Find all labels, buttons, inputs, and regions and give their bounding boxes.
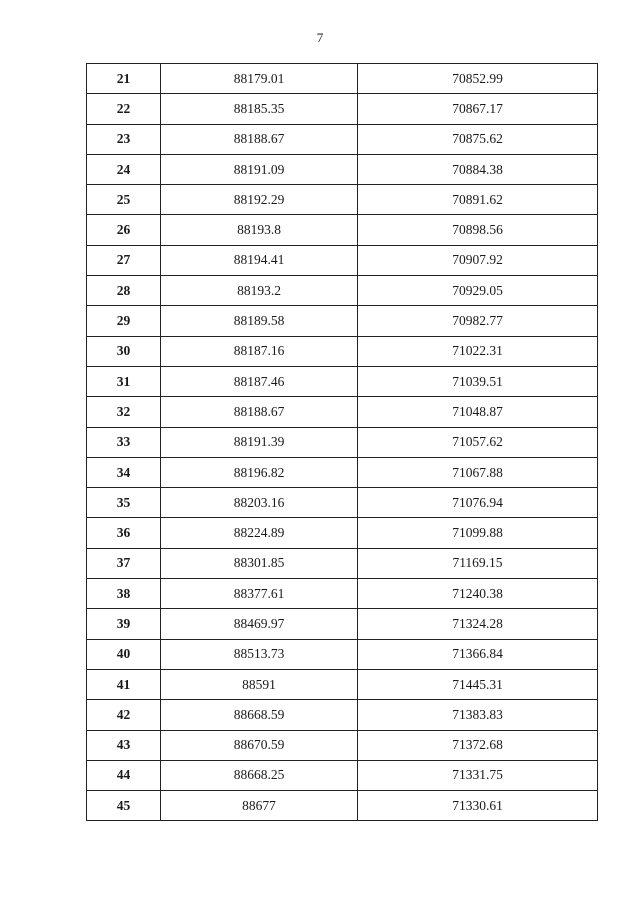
table-row bbox=[87, 306, 598, 336]
table-row bbox=[87, 336, 598, 366]
point-number-cell: 34 bbox=[87, 457, 161, 487]
point-number-cell: 28 bbox=[87, 276, 161, 306]
point-number-cell: 41 bbox=[87, 669, 161, 699]
point-number-cell: 35 bbox=[87, 488, 161, 518]
x-coordinate-cell: 88591 bbox=[161, 669, 358, 699]
y-coordinate-cell: 70929.05 bbox=[358, 276, 598, 306]
x-coordinate-cell: 88191.39 bbox=[161, 427, 358, 457]
x-coordinate-cell: 88188.67 bbox=[161, 397, 358, 427]
x-coordinate-cell: 88668.25 bbox=[161, 760, 358, 790]
y-coordinate-cell: 70982.77 bbox=[358, 306, 598, 336]
y-coordinate-cell: 71240.38 bbox=[358, 579, 598, 609]
table-row bbox=[87, 548, 598, 578]
point-number-cell: 22 bbox=[87, 94, 161, 124]
point-number-cell: 40 bbox=[87, 639, 161, 669]
point-number-cell: 21 bbox=[87, 64, 161, 94]
y-coordinate-cell: 70891.62 bbox=[358, 185, 598, 215]
point-number-cell: 36 bbox=[87, 518, 161, 548]
y-coordinate-cell: 71067.88 bbox=[358, 457, 598, 487]
table-row bbox=[87, 124, 598, 154]
x-coordinate-cell: 88187.46 bbox=[161, 366, 358, 396]
point-number-cell: 37 bbox=[87, 548, 161, 578]
x-coordinate-cell: 88377.61 bbox=[161, 579, 358, 609]
table-row bbox=[87, 245, 598, 275]
x-coordinate-cell: 88188.67 bbox=[161, 124, 358, 154]
point-number-cell: 25 bbox=[87, 185, 161, 215]
x-coordinate-cell: 88179.01 bbox=[161, 64, 358, 94]
y-coordinate-cell: 70867.17 bbox=[358, 94, 598, 124]
x-coordinate-cell: 88193.8 bbox=[161, 215, 358, 245]
point-number-cell: 30 bbox=[87, 336, 161, 366]
x-coordinate-cell: 88301.85 bbox=[161, 548, 358, 578]
y-coordinate-cell: 70898.56 bbox=[358, 215, 598, 245]
table-row bbox=[87, 579, 598, 609]
y-coordinate-cell: 71324.28 bbox=[358, 609, 598, 639]
x-coordinate-cell: 88670.59 bbox=[161, 730, 358, 760]
y-coordinate-cell: 70852.99 bbox=[358, 64, 598, 94]
x-coordinate-cell: 88193.2 bbox=[161, 276, 358, 306]
x-coordinate-cell: 88203.16 bbox=[161, 488, 358, 518]
point-number-cell: 29 bbox=[87, 306, 161, 336]
x-coordinate-cell: 88191.09 bbox=[161, 154, 358, 184]
table-row bbox=[87, 366, 598, 396]
table-row bbox=[87, 609, 598, 639]
coordinates-table-body bbox=[87, 64, 598, 821]
y-coordinate-cell: 70875.62 bbox=[358, 124, 598, 154]
point-number-cell: 26 bbox=[87, 215, 161, 245]
table-row bbox=[87, 457, 598, 487]
y-coordinate-cell: 71372.68 bbox=[358, 730, 598, 760]
table-row bbox=[87, 215, 598, 245]
y-coordinate-cell: 71039.51 bbox=[358, 366, 598, 396]
table-row bbox=[87, 700, 598, 730]
point-number-cell: 23 bbox=[87, 124, 161, 154]
page-number: 7 bbox=[316, 30, 324, 45]
x-coordinate-cell: 88189.58 bbox=[161, 306, 358, 336]
y-coordinate-cell: 71022.31 bbox=[358, 336, 598, 366]
point-number-cell: 31 bbox=[87, 366, 161, 396]
table-row bbox=[87, 730, 598, 760]
x-coordinate-cell: 88469.97 bbox=[161, 609, 358, 639]
x-coordinate-cell: 88196.82 bbox=[161, 457, 358, 487]
y-coordinate-cell: 71331.75 bbox=[358, 760, 598, 790]
y-coordinate-cell: 70907.92 bbox=[358, 245, 598, 275]
point-number-cell: 44 bbox=[87, 760, 161, 790]
y-coordinate-cell: 71169.15 bbox=[358, 548, 598, 578]
point-number-cell: 24 bbox=[87, 154, 161, 184]
x-coordinate-cell: 88668.59 bbox=[161, 700, 358, 730]
table-row bbox=[87, 639, 598, 669]
table-row bbox=[87, 427, 598, 457]
table-row bbox=[87, 760, 598, 790]
coordinates-table bbox=[86, 63, 598, 821]
point-number-cell: 27 bbox=[87, 245, 161, 275]
y-coordinate-cell: 71330.61 bbox=[358, 791, 598, 821]
table-row bbox=[87, 791, 598, 821]
point-number-cell: 39 bbox=[87, 609, 161, 639]
point-number-cell: 32 bbox=[87, 397, 161, 427]
x-coordinate-cell: 88194.41 bbox=[161, 245, 358, 275]
point-number-cell: 42 bbox=[87, 700, 161, 730]
table-row bbox=[87, 488, 598, 518]
table-row bbox=[87, 185, 598, 215]
table-row bbox=[87, 276, 598, 306]
x-coordinate-cell: 88513.73 bbox=[161, 639, 358, 669]
x-coordinate-cell: 88185.35 bbox=[161, 94, 358, 124]
x-coordinate-cell: 88192.29 bbox=[161, 185, 358, 215]
point-number-cell: 45 bbox=[87, 791, 161, 821]
y-coordinate-cell: 71048.87 bbox=[358, 397, 598, 427]
table-row bbox=[87, 397, 598, 427]
y-coordinate-cell: 71366.84 bbox=[358, 639, 598, 669]
y-coordinate-cell: 71057.62 bbox=[358, 427, 598, 457]
x-coordinate-cell: 88187.16 bbox=[161, 336, 358, 366]
point-number-cell: 43 bbox=[87, 730, 161, 760]
point-number-cell: 33 bbox=[87, 427, 161, 457]
y-coordinate-cell: 70884.38 bbox=[358, 154, 598, 184]
table-row bbox=[87, 64, 598, 94]
y-coordinate-cell: 71445.31 bbox=[358, 669, 598, 699]
y-coordinate-cell: 71383.83 bbox=[358, 700, 598, 730]
x-coordinate-cell: 88224.89 bbox=[161, 518, 358, 548]
table-row bbox=[87, 669, 598, 699]
table-row bbox=[87, 518, 598, 548]
table-row bbox=[87, 154, 598, 184]
y-coordinate-cell: 71076.94 bbox=[358, 488, 598, 518]
table-row bbox=[87, 94, 598, 124]
y-coordinate-cell: 71099.88 bbox=[358, 518, 598, 548]
x-coordinate-cell: 88677 bbox=[161, 791, 358, 821]
point-number-cell: 38 bbox=[87, 579, 161, 609]
